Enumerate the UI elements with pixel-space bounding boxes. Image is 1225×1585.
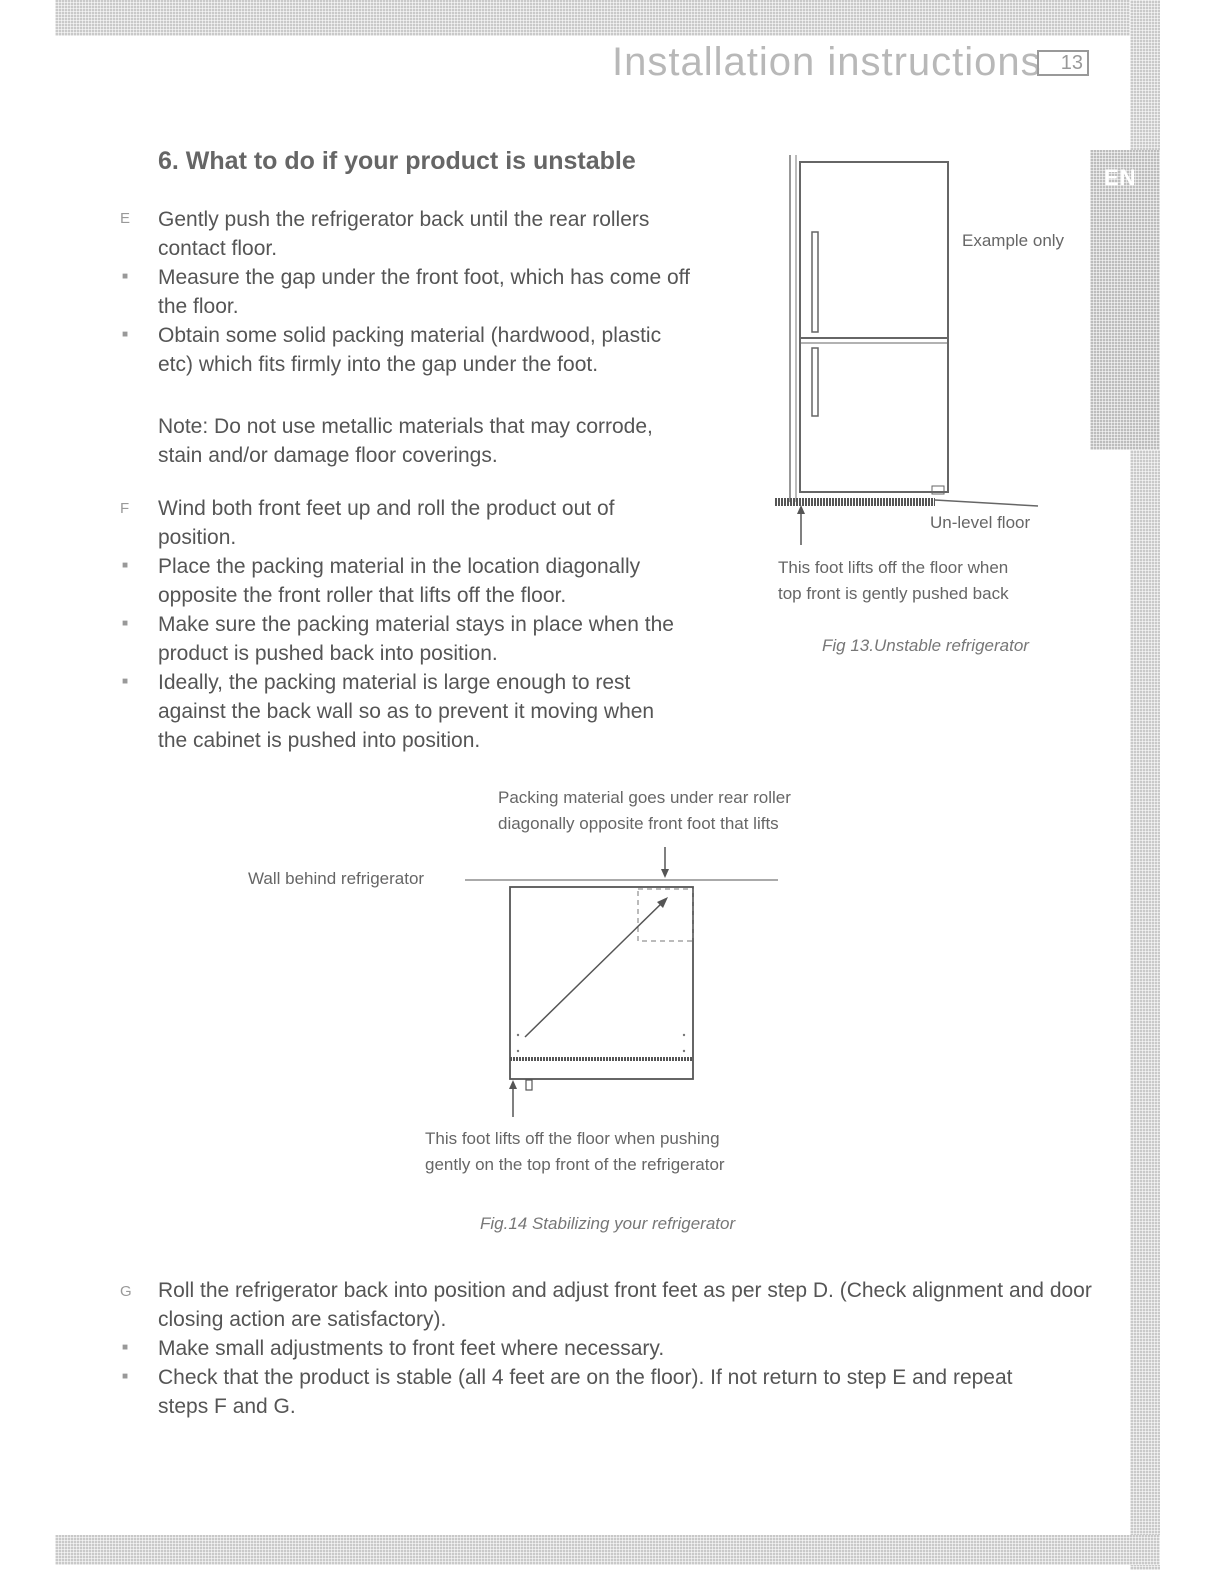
bullet-icon: ■ bbox=[122, 618, 129, 629]
fig14-top-caption-1: Packing material goes under rear roller bbox=[498, 788, 791, 807]
fig14-top-caption-2: diagonally opposite front foot that lifts bbox=[498, 814, 779, 833]
fig13-title: Fig 13.Unstable refrigerator bbox=[822, 636, 1029, 655]
fig14-title: Fig.14 Stabilizing your refrigerator bbox=[480, 1214, 736, 1233]
bullet-icon: ■ bbox=[122, 676, 129, 687]
fig14-bottom-caption-1: This foot lifts off the floor when pushing bbox=[425, 1129, 720, 1148]
bullet-icon: ■ bbox=[122, 329, 129, 340]
language-tab bbox=[1090, 150, 1160, 450]
page-header-title: Installation instructions bbox=[612, 40, 1042, 84]
step-f-line-2: Place the packing material in the location diagonally opposite the front roller that lifts off the floor. bbox=[158, 555, 641, 607]
fig14-bottom-caption-2: gently on the top front of the refrigerator bbox=[425, 1155, 725, 1174]
step-f-line-3: Make sure the packing material stays in place when the product is pushed back into position. bbox=[158, 613, 674, 665]
fig13-refrigerator-diagram bbox=[770, 150, 1060, 550]
step-g-line-1: Roll the refrigerator back into position and adjust front feet as per step D. (Check alignment and door closing action are satisfactory). bbox=[158, 1279, 1092, 1331]
fig14-top-view-diagram bbox=[460, 845, 790, 1125]
fig13-foot-caption-2: top front is gently pushed back bbox=[778, 584, 1009, 603]
bullet-icon: ■ bbox=[122, 560, 129, 571]
bullet-icon: ■ bbox=[122, 1371, 129, 1382]
language-tab-label: EN bbox=[1104, 165, 1137, 190]
section-title: 6. What to do if your product is unstable bbox=[158, 147, 636, 175]
step-e-line-3: Obtain some solid packing material (hardwood, plastic etc) which fits firmly into the gap under the foot. bbox=[158, 324, 662, 376]
bullet-icon: ■ bbox=[122, 1342, 129, 1353]
bullet-icon: ■ bbox=[122, 271, 129, 282]
page-number: 13 bbox=[1037, 50, 1089, 76]
step-f-line-4: Ideally, the packing material is large enough to rest against the back wall so as to prevent it moving when the cabinet is pushed into position. bbox=[158, 671, 655, 752]
fig13-foot-caption-1: This foot lifts off the floor when bbox=[778, 558, 1009, 577]
step-g-marker: G bbox=[120, 1283, 132, 1300]
step-f-line-1: Wind both front feet up and roll the product out of position. bbox=[158, 497, 615, 549]
step-g-line-2: Make small adjustments to front feet where necessary. bbox=[158, 1337, 665, 1360]
top-border-band bbox=[55, 0, 1160, 36]
step-g-line-3: Check that the product is stable (all 4 feet are on the floor). If not return to step E and repeat steps F and G. bbox=[158, 1366, 1013, 1418]
step-e-marker: E bbox=[120, 210, 131, 227]
fig14-wall-label: Wall behind refrigerator bbox=[248, 869, 425, 888]
step-f-marker: F bbox=[120, 500, 130, 517]
step-e-line-1: Gently push the refrigerator back until the rear rollers contact floor. bbox=[158, 208, 650, 260]
fig13-example-label: Example only bbox=[962, 231, 1065, 250]
step-e-note: Note: Do not use metallic materials that may corrode, stain and/or damage floor coverings. bbox=[158, 415, 653, 467]
bottom-border-band bbox=[55, 1535, 1160, 1565]
step-e-line-2: Measure the gap under the front foot, which has come off the floor. bbox=[158, 266, 690, 318]
fig13-floor-label: Un-level floor bbox=[930, 513, 1031, 532]
